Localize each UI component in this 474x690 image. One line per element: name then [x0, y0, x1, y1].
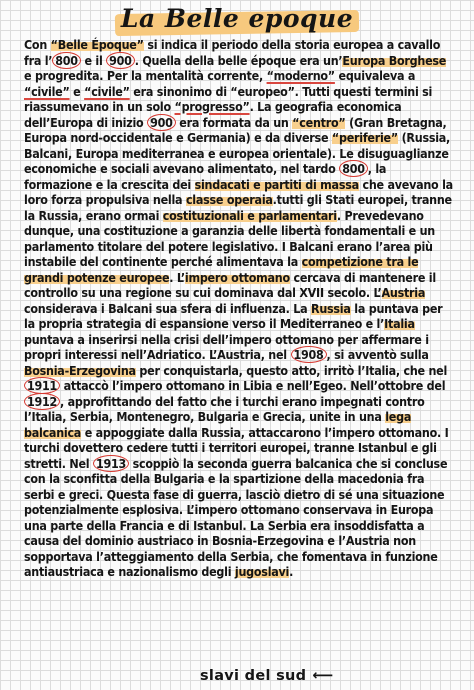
text-run: . Quella della belle époque era un’ [134, 52, 343, 68]
circled-date: 900 [147, 114, 176, 131]
body-text [24, 37, 456, 580]
highlighted-term: “periferie” [331, 130, 398, 145]
highlighted-term: Europa Borghese [342, 52, 447, 68]
circled-date: 1912 [24, 393, 60, 410]
circled-date: 1913 [93, 455, 129, 472]
highlighted-term: sindacati e partiti di massa [194, 176, 359, 192]
text-run: . Prevedevano dunque, una costituzione a garanzia delle libertà fondamentali e un parlamento titolare del potere legislativo. I Balcani erano l’area più instabile del continente perché alimentava la [24, 207, 435, 269]
highlighted-term: Austria [381, 285, 426, 300]
text-run: per conquistarla, questo atto, irritò l’Italia, che nel [135, 362, 448, 378]
text-run: e il [80, 52, 107, 68]
text-run: , la formazione e la crescita dei [24, 161, 387, 192]
text-run: e appoggiate dalla Russia, attaccarono l’impero ottomano. I turchi dovettero cedere tutti i territori europei, tranne Istanbul e gli stretti. Nel [24, 424, 449, 471]
page-title: La Belle epoque [113, 4, 361, 33]
circled-date: 900 [106, 52, 135, 69]
highlighted-term: Italia [384, 316, 415, 331]
highlighted-term: impero ottomano [184, 269, 290, 285]
circled-date: 1908 [291, 346, 327, 363]
highlighted-term: costituzionali e parlamentari [162, 207, 337, 223]
text-run: .tutti gli Stati europei, tranne la Russia, erano ormai [24, 192, 452, 223]
highlighted-term: Bosnia-Erzegovina [24, 362, 136, 378]
text-run: (Gran Bretagna, Europa nord-occidentale e Germania) e da diverse [24, 114, 447, 145]
text-run: attaccò l’impero ottomano in Libia e nell’Egeo. Nell’ottobre del [60, 378, 446, 393]
highlighted-term: “centro” [292, 114, 346, 130]
handwritten-note [200, 668, 333, 684]
underlined-term: “progresso” [174, 99, 250, 114]
text-run: e [69, 83, 85, 99]
text-run: . [289, 564, 294, 579]
highlighted-term: jugoslavi [234, 564, 290, 579]
text-run: considerava i Balcani sua sfera di influenza. La [24, 300, 311, 316]
text-run: (Russia, Balcani, Europa mediterranea e europea orientale). Le disuguaglianze economiche e sociali avevano alimentato, nel tardo [24, 130, 451, 176]
text-run: era formata da un [175, 114, 293, 130]
text-run: equivaleva a [334, 68, 416, 83]
circled-date: 800 [52, 52, 81, 69]
underlined-term: “civile” [24, 83, 70, 99]
text-run: . L’ [169, 269, 185, 285]
highlighted-term: classe operaia [185, 192, 273, 207]
text-run: . La geografia economica dell’Europa di inizio [24, 99, 402, 130]
text-run: , approfittando del fatto che i turchi erano impegnati contro l’Italia, Serbia, Montenegro, Bulgaria e Grecia, unite in una [24, 393, 425, 424]
text-run: e progredita. Per la mentalità corrente, [24, 68, 267, 83]
arrow-left-icon: ⟵ [312, 668, 334, 684]
circled-date: 1911 [24, 377, 60, 394]
text-run: puntava a inserirsi nella crisi dell’impero ottomano per affermare i propri interessi nell’Adriatico. L’Austria, nel [24, 331, 429, 362]
text-run: Con [24, 37, 51, 52]
underlined-term: “civile” [84, 83, 130, 99]
text-run: era sinonimo di “europeo”. Tutti questi termini si riassumevano in un solo [24, 83, 433, 114]
text-run: cercava di mantenere il controllo su una regione su cui dominava dal XVII secolo. L’ [24, 269, 436, 300]
title-area [0, 4, 474, 33]
text-run: che avevano la loro forza propulsiva nella [24, 176, 453, 207]
text-run: si indica il periodo della storia europea a cavallo fra l’ [24, 37, 441, 68]
underlined-term: “moderno” [266, 68, 335, 83]
highlighted-term: “Belle Époque” [50, 37, 144, 52]
highlighted-term: lega balcanica [24, 409, 412, 440]
text-run: la puntava per la propria strategia di espansione verso il Mediterraneo e l’ [24, 300, 443, 331]
highlighted-term: competizione tra le grandi potenze europee [24, 254, 419, 285]
highlighted-term: Russia [311, 300, 351, 316]
text-run: , si avventò sulla [326, 347, 429, 362]
text-run: scoppiò la seconda guerra balcanica che si concluse con la sconfitta della Bulgaria e la spartizione della macedonia fra serbi e greci. Questa fase di guerra, lasciò dietro di sé una situazione potenzialmente esplosiva. L’impero ottomano conservava in Europa una parte della Francia e di Istanbul. La Serbia era insoddisfatta a causa del dominio austriaco in Bosnia-Erzegovina e l’Austria non sopportava l’atteggiamento della Serbia, che fomentava in funzione antiaustriaca e nazionalismo degli [24, 455, 448, 579]
footer-note: slavi del sud [200, 668, 307, 684]
circled-date: 800 [339, 160, 368, 177]
